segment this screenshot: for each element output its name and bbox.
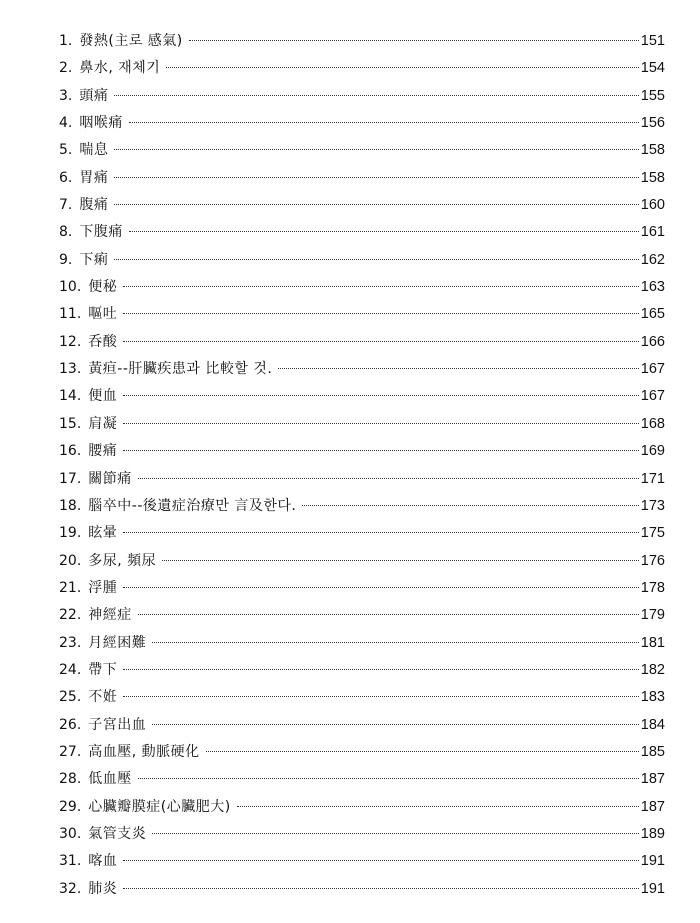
toc-entry	[59, 411, 665, 438]
dot-leader	[237, 806, 639, 807]
entry-title: 腰痛	[88, 443, 118, 460]
toc-entry	[59, 28, 665, 55]
toc-entry	[59, 548, 665, 575]
toc-entry	[59, 493, 665, 520]
entry-number: 30.	[59, 825, 82, 842]
toc-entry	[59, 329, 665, 356]
entry-number: 4.	[59, 115, 73, 132]
entry-number: 32.	[59, 880, 82, 897]
entry-page-number: 179	[640, 607, 665, 624]
entry-title: 低血壓	[88, 771, 132, 788]
dot-leader	[123, 669, 639, 670]
dot-leader	[302, 505, 638, 506]
dot-leader	[123, 860, 639, 861]
dot-leader	[123, 532, 639, 533]
entry-title: 腹痛	[79, 197, 109, 214]
entry-title: 氣管支炎	[88, 825, 147, 842]
entry-title: 多尿, 頻尿	[88, 552, 157, 569]
entry-number: 24.	[59, 661, 82, 678]
entry-title: 月經困難	[88, 634, 147, 651]
entry-number: 17.	[59, 470, 82, 487]
entry-page-number: 191	[640, 880, 665, 897]
entry-number: 8.	[59, 224, 73, 241]
entry-page-number: 167	[640, 361, 665, 378]
entry-page-number: 166	[640, 333, 665, 350]
entry-page-number: 181	[640, 634, 665, 651]
entry-number: 15.	[59, 415, 82, 432]
entry-title: 眩暈	[88, 525, 118, 542]
entry-page-number: 165	[640, 306, 665, 323]
entry-title: 頭痛	[79, 87, 109, 104]
entry-title: 心臟瓣膜症(心臟肥大)	[88, 798, 231, 815]
toc-entry	[59, 657, 665, 684]
entry-title: 浮腫	[88, 579, 118, 596]
entry-title: 下腹痛	[79, 224, 123, 241]
entry-title: 鼻水, 재체기	[79, 60, 161, 77]
entry-number: 18.	[59, 497, 82, 514]
entry-number: 22.	[59, 607, 82, 624]
dot-leader	[123, 696, 639, 697]
entry-page-number: 171	[640, 470, 665, 487]
toc-entry	[59, 165, 665, 192]
entry-page-number: 189	[640, 825, 665, 842]
entry-number: 6.	[59, 169, 73, 186]
dot-leader	[114, 204, 638, 205]
toc-entry	[59, 55, 665, 82]
entry-title: 子宮出血	[88, 716, 147, 733]
entry-number: 26.	[59, 716, 82, 733]
entry-number: 29.	[59, 798, 82, 815]
entry-page-number: 161	[640, 224, 665, 241]
dot-leader	[123, 450, 639, 451]
entry-number: 16.	[59, 443, 82, 460]
entry-page-number: 158	[640, 142, 665, 159]
entry-page-number: 176	[640, 552, 665, 569]
dot-leader	[138, 478, 639, 479]
entry-page-number: 158	[640, 169, 665, 186]
table-of-contents	[59, 28, 665, 903]
toc-entry	[59, 356, 665, 383]
toc-entry	[59, 848, 665, 875]
entry-title: 不姙	[88, 689, 118, 706]
entry-page-number: 156	[640, 115, 665, 132]
dot-leader	[166, 67, 638, 68]
toc-entry	[59, 821, 665, 848]
dot-leader	[114, 149, 638, 150]
toc-entry	[59, 137, 665, 164]
dot-leader	[123, 888, 639, 889]
toc-entry	[59, 383, 665, 410]
toc-entry	[59, 301, 665, 328]
dot-leader	[129, 231, 639, 232]
entry-title: 呑酸	[88, 333, 118, 350]
dot-leader	[189, 40, 639, 41]
toc-entry	[59, 438, 665, 465]
entry-title: 肺炎	[88, 880, 118, 897]
entry-title: 發熱(主로 感氣)	[79, 33, 183, 49]
entry-title: 喘息	[79, 142, 109, 159]
entry-page-number: 173	[640, 497, 665, 514]
entry-page-number: 191	[640, 853, 665, 870]
dot-leader	[138, 778, 639, 779]
toc-entry	[59, 794, 665, 821]
toc-entry	[59, 739, 665, 766]
entry-title: 黃疸--肝臟疾患과 比較할 것.	[88, 361, 273, 378]
entry-number: 28.	[59, 771, 82, 788]
dot-leader	[162, 560, 639, 561]
entry-page-number: 182	[640, 661, 665, 678]
entry-page-number: 155	[640, 87, 665, 104]
toc-entry	[59, 274, 665, 301]
entry-title: 高血壓, 動脈硬化	[88, 743, 200, 760]
entry-number: 3.	[59, 87, 73, 104]
entry-title: 喀血	[88, 853, 118, 870]
entry-page-number: 187	[640, 771, 665, 788]
toc-entry	[59, 575, 665, 602]
dot-leader	[114, 177, 638, 178]
toc-entry	[59, 466, 665, 493]
entry-page-number: 185	[640, 743, 665, 760]
entry-title: 關節痛	[88, 470, 132, 487]
dot-leader	[114, 259, 638, 260]
dot-leader	[138, 614, 639, 615]
toc-entry	[59, 602, 665, 629]
toc-entry	[59, 247, 665, 274]
entry-number: 1.	[59, 33, 73, 49]
toc-entry	[59, 630, 665, 657]
dot-leader	[278, 368, 639, 369]
entry-page-number: 187	[640, 798, 665, 815]
dot-leader	[206, 751, 639, 752]
entry-number: 5.	[59, 142, 73, 159]
entry-number: 27.	[59, 743, 82, 760]
toc-entry	[59, 766, 665, 793]
entry-number: 13.	[59, 361, 82, 378]
dot-leader	[129, 122, 639, 123]
entry-page-number: 184	[640, 716, 665, 733]
entry-number: 31.	[59, 853, 82, 870]
entry-title: 肩凝	[88, 415, 118, 432]
dot-leader	[123, 313, 639, 314]
entry-number: 25.	[59, 689, 82, 706]
entry-title: 下痢	[79, 251, 109, 268]
entry-number: 11.	[59, 306, 82, 323]
entry-number: 14.	[59, 388, 82, 405]
entry-number: 7.	[59, 197, 73, 214]
entry-page-number: 162	[640, 251, 665, 268]
dot-leader	[123, 341, 639, 342]
entry-title: 腦卒中--後遺症治療만 言及한다.	[88, 497, 297, 514]
toc-entry	[59, 520, 665, 547]
toc-entry	[59, 219, 665, 246]
entry-page-number: 178	[640, 579, 665, 596]
entry-number: 23.	[59, 634, 82, 651]
entry-title: 便血	[88, 388, 118, 405]
entry-title: 便秘	[88, 279, 118, 296]
entry-title: 咽喉痛	[79, 115, 123, 132]
dot-leader	[123, 423, 639, 424]
dot-leader	[123, 395, 639, 396]
entry-page-number: 168	[640, 415, 665, 432]
dot-leader	[152, 724, 639, 725]
entry-number: 12.	[59, 333, 82, 350]
entry-title: 帶下	[88, 661, 118, 678]
toc-entry	[59, 192, 665, 219]
entry-number: 9.	[59, 251, 73, 268]
entry-number: 2.	[59, 60, 73, 77]
entry-page-number: 151	[640, 33, 665, 49]
entry-title: 胃痛	[79, 169, 109, 186]
entry-number: 20.	[59, 552, 82, 569]
entry-page-number: 163	[640, 279, 665, 296]
entry-title: 神經症	[88, 607, 132, 624]
entry-page-number: 169	[640, 443, 665, 460]
entry-title: 嘔吐	[88, 306, 118, 323]
toc-entry	[59, 83, 665, 110]
entry-number: 10.	[59, 279, 82, 296]
dot-leader	[152, 642, 639, 643]
toc-entry	[59, 876, 665, 903]
dot-leader	[114, 95, 638, 96]
entry-page-number: 175	[640, 525, 665, 542]
entry-page-number: 160	[640, 197, 665, 214]
entry-page-number: 183	[640, 689, 665, 706]
entry-page-number: 154	[640, 60, 665, 77]
toc-entry	[59, 110, 665, 137]
toc-entry	[59, 712, 665, 739]
dot-leader	[152, 833, 639, 834]
dot-leader	[123, 286, 639, 287]
dot-leader	[123, 587, 639, 588]
entry-page-number: 167	[640, 388, 665, 405]
entry-number: 19.	[59, 525, 82, 542]
toc-entry	[59, 684, 665, 711]
entry-number: 21.	[59, 579, 82, 596]
